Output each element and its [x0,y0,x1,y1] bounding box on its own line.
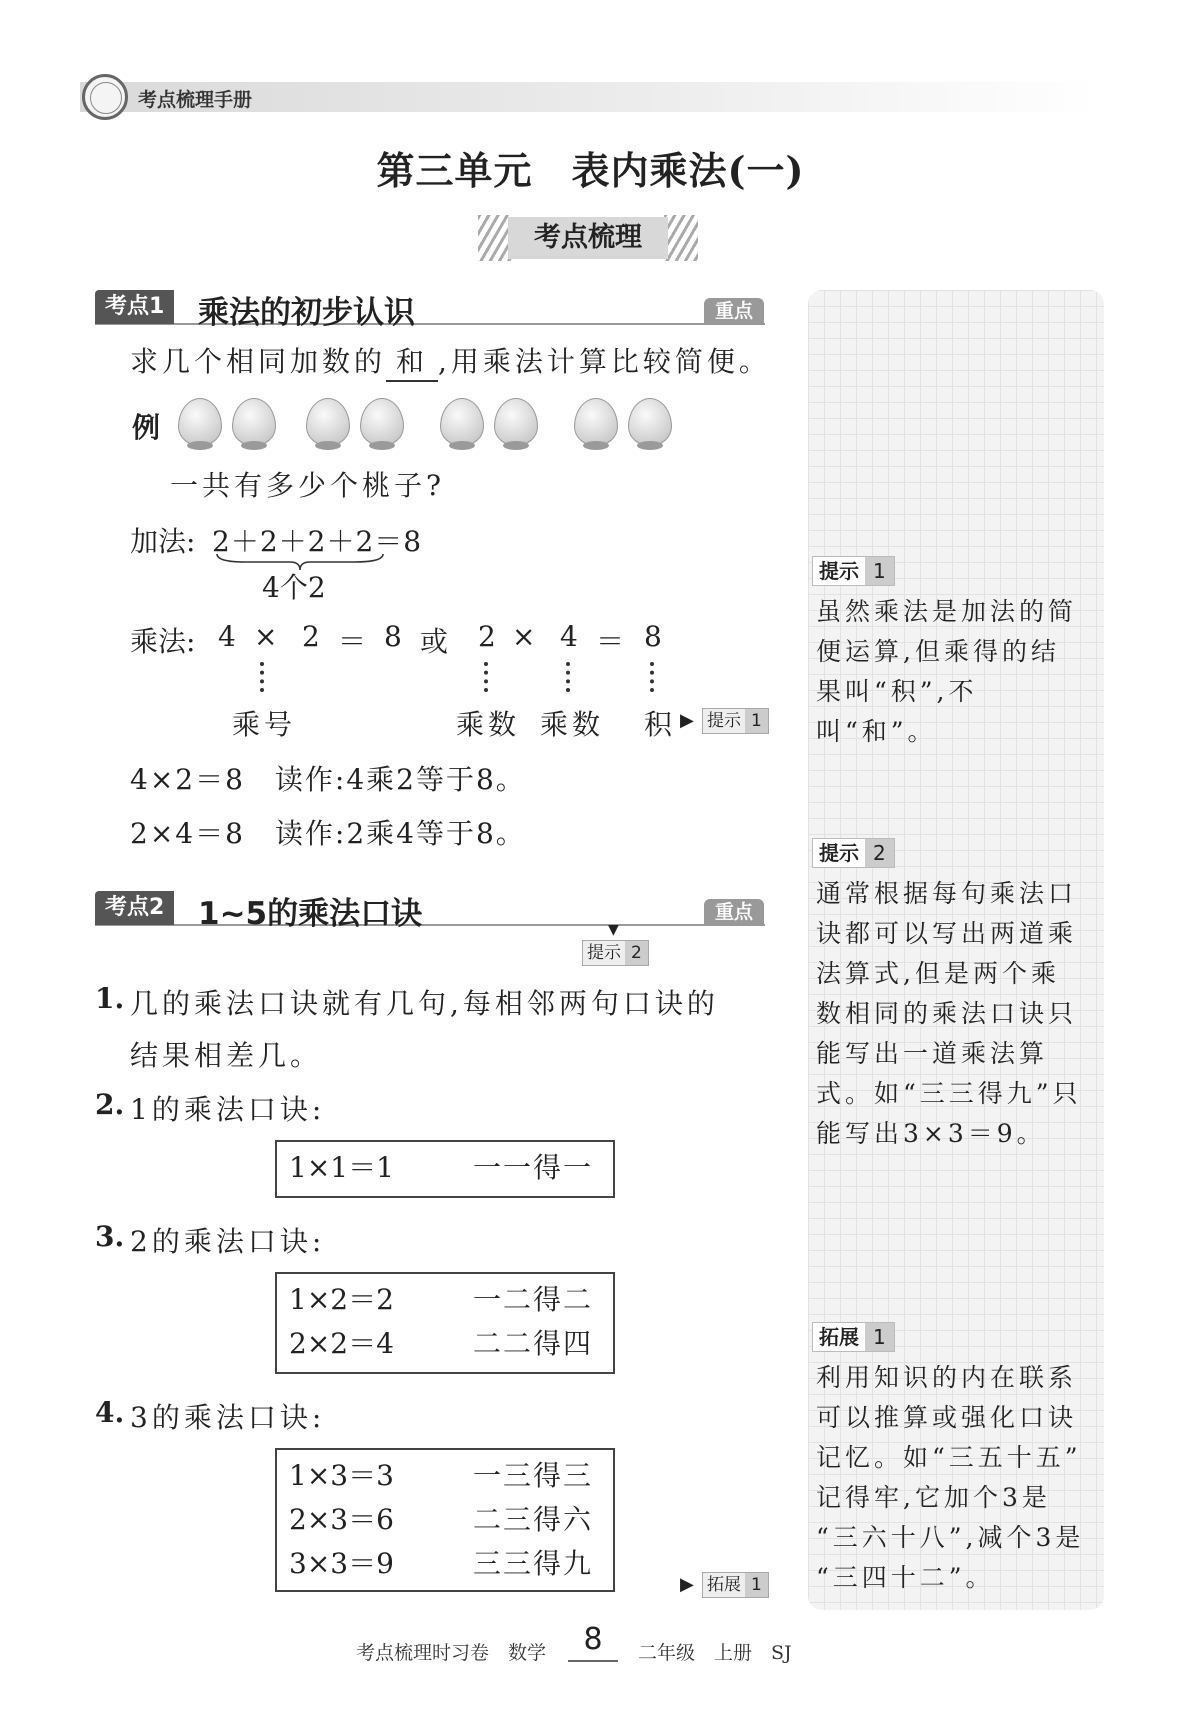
mul-name-sign: 乘号 [232,708,297,741]
peach-icon [574,398,618,446]
footer-left: 考点梳理时习卷 数学 [356,1642,547,1664]
side-text-line: 记得牢,它加个3是 [816,1483,1051,1512]
dotted-connector [650,662,658,692]
publisher-logo [82,74,128,120]
peach-icon [494,398,538,446]
mul-name-factor: 乘数 [456,708,521,741]
mul-name-factor: 乘数 [540,708,605,741]
section-banner-label: 考点梳理 [508,217,668,259]
rhyme-equation: 1×3＝3 [289,1459,394,1492]
mul-token: 8 [384,620,402,653]
intro-answer: 和 [386,340,438,382]
tip-ref-label: 提示 [587,943,621,963]
mul-token: 2 [478,620,496,653]
side-text-line: 便运算,但乘得的结 [816,637,1060,666]
side-text-line: 通常根据每句乘法口 [816,879,1078,908]
topic1-rule [95,323,765,325]
read-line-1: 4×2＝8 读作:4乘2等于8。 [130,763,526,796]
peach-icon [178,398,222,446]
rhyme-text: 三三得九 [473,1547,594,1580]
rhyme-equation: 2×3＝6 [289,1503,394,1536]
side-text-line: “三四十二”。 [816,1563,995,1592]
side-text-line: 记忆。如“三五十五” [816,1443,1082,1472]
side-text-line: 能写出一道乘法算 [816,1039,1049,1068]
tip-ref-1[interactable] [702,708,769,734]
side-text-line: 可以推算或强化口诀 [816,1403,1078,1432]
addition-expression: 2＋2＋2＋2＝8 [212,525,423,558]
example-label: 例 [132,411,161,444]
rhyme-text: 二三得六 [473,1503,594,1536]
item-1-text-cont: 结果相差几。 [130,1039,323,1072]
read-line-2: 2×4＝8 读作:2乘4等于8。 [130,817,526,850]
ext-ref-1[interactable] [702,1572,769,1598]
table-row [277,1148,613,1188]
arrow-right-icon: ▶ [680,710,694,731]
rhyme-text: 一三得三 [473,1459,594,1492]
side-text-line: 法算式,但是两个乘 [816,959,1060,988]
mul-token: × [512,620,536,653]
topic1-question: 一共有多少个桃子? [170,469,446,502]
addition-brace-label: 4个2 [262,571,326,604]
item-4-text: 3的乘法口诀: [130,1401,326,1434]
table-row [277,1456,613,1496]
rhyme-equation: 1×2＝2 [289,1283,394,1316]
dotted-connector [260,662,268,692]
table-row [277,1500,613,1540]
side-tip-2-tag [812,838,895,868]
rhyme-equation: 2×2＝4 [289,1327,394,1360]
side-text-line: 利用知识的内在联系 [816,1363,1078,1392]
mul-token: 4 [560,620,578,653]
table-row [277,1280,613,1320]
intro-text-a: 求几个相同加数的 [130,345,387,378]
rhyme-text: 一一得一 [473,1151,594,1184]
section-banner [478,215,698,261]
addition-label: 加法: [130,525,196,558]
table-row [277,1324,613,1364]
topic1-title: 乘法的初步认识 [198,295,415,331]
item-number: 4. [95,1396,125,1429]
mul-token: × [254,620,278,653]
page-number: 8 [568,1620,618,1662]
footer-right: 二年级 上册 SJ [638,1642,792,1664]
page-title: 第三单元 表内乘法(一) [376,148,805,193]
mul-token: ＝ [596,625,625,658]
dotted-connector [484,662,492,692]
side-text-line: “三六十八”,减个3是 [816,1523,1085,1552]
side-text-line: 诀都可以写出两道乘 [816,919,1078,948]
mul-name-product: 积 [644,708,677,741]
multiplication-label: 乘法: [130,625,196,658]
arrow-right-icon: ▶ [680,1574,694,1595]
side-tag-label: 拓展 [819,1325,859,1349]
ext-ref-label: 拓展 [707,1575,741,1595]
side-tip-1-tag [812,556,895,586]
topic2-title: 1~5的乘法口诀 [198,896,423,932]
topic1-intro [130,340,771,382]
rhyme-text: 二二得四 [473,1327,594,1360]
side-text-line: 数相同的乘法口诀只 [816,999,1078,1028]
topic2-key-badge: 重点 [704,899,764,925]
intro-text-b: ,用乘法计算比较简便。 [438,345,771,378]
side-text-line: 能写出3×3＝9。 [816,1119,1046,1148]
peach-icon [440,398,484,446]
ext-ref-num: 1 [745,1573,768,1597]
item-number: 1. [95,982,125,1015]
topic2-rule [95,924,765,926]
topic2-badge: 考点2 [95,891,174,925]
rhyme-text: 一二得二 [473,1283,594,1316]
side-tag-label: 提示 [819,841,859,865]
tip-ref-num: 1 [745,709,768,733]
item-3-text: 2的乘法口诀: [130,1225,326,1258]
mul-token: ＝ [338,625,367,658]
tip-ref-num: 2 [625,941,648,965]
item-number: 3. [95,1220,125,1253]
side-tag-label: 提示 [819,559,859,583]
peach-icon [232,398,276,446]
rhyme-table-2 [275,1272,615,1374]
dotted-connector [566,662,574,692]
side-text-line: 式。如“三三得九”只 [816,1079,1082,1108]
mul-token: 8 [644,620,662,653]
side-ext-1-text [816,1358,1096,1598]
peach-icon [306,398,350,446]
table-row [277,1544,613,1584]
side-ext-1-tag [812,1322,895,1352]
mul-token: 4 [218,620,236,653]
side-tip-2-text [816,874,1096,1154]
side-tip-1-text [816,592,1096,752]
rhyme-table-3 [275,1448,615,1592]
header-title: 考点梳理手册 [138,89,253,111]
item-number: 2. [95,1088,125,1121]
arrow-down-icon: ▼ [608,922,619,938]
mul-token: 或 [420,625,449,658]
item-2-text: 1的乘法口诀: [130,1093,326,1126]
topic1-key-badge: 重点 [704,298,764,324]
side-tag-num: 2 [865,839,894,867]
side-tag-num: 1 [865,557,894,585]
tip-ref-2[interactable] [582,940,649,966]
mul-token: 2 [302,620,320,653]
rhyme-equation: 3×3＝9 [289,1547,394,1580]
peach-icon [360,398,404,446]
side-text-line: 果叫“积”,不叫“和”。 [816,677,978,746]
rhyme-table-1 [275,1140,615,1198]
side-tag-num: 1 [865,1323,894,1351]
side-text-line: 虽然乘法是加法的简 [816,597,1078,626]
topic1-badge: 考点1 [95,290,174,324]
item-1-text: 几的乘法口诀就有几句,每相邻两句口诀的 [130,987,719,1020]
peach-icon [628,398,672,446]
rhyme-equation: 1×1＝1 [289,1151,394,1184]
tip-ref-label: 提示 [707,711,741,731]
